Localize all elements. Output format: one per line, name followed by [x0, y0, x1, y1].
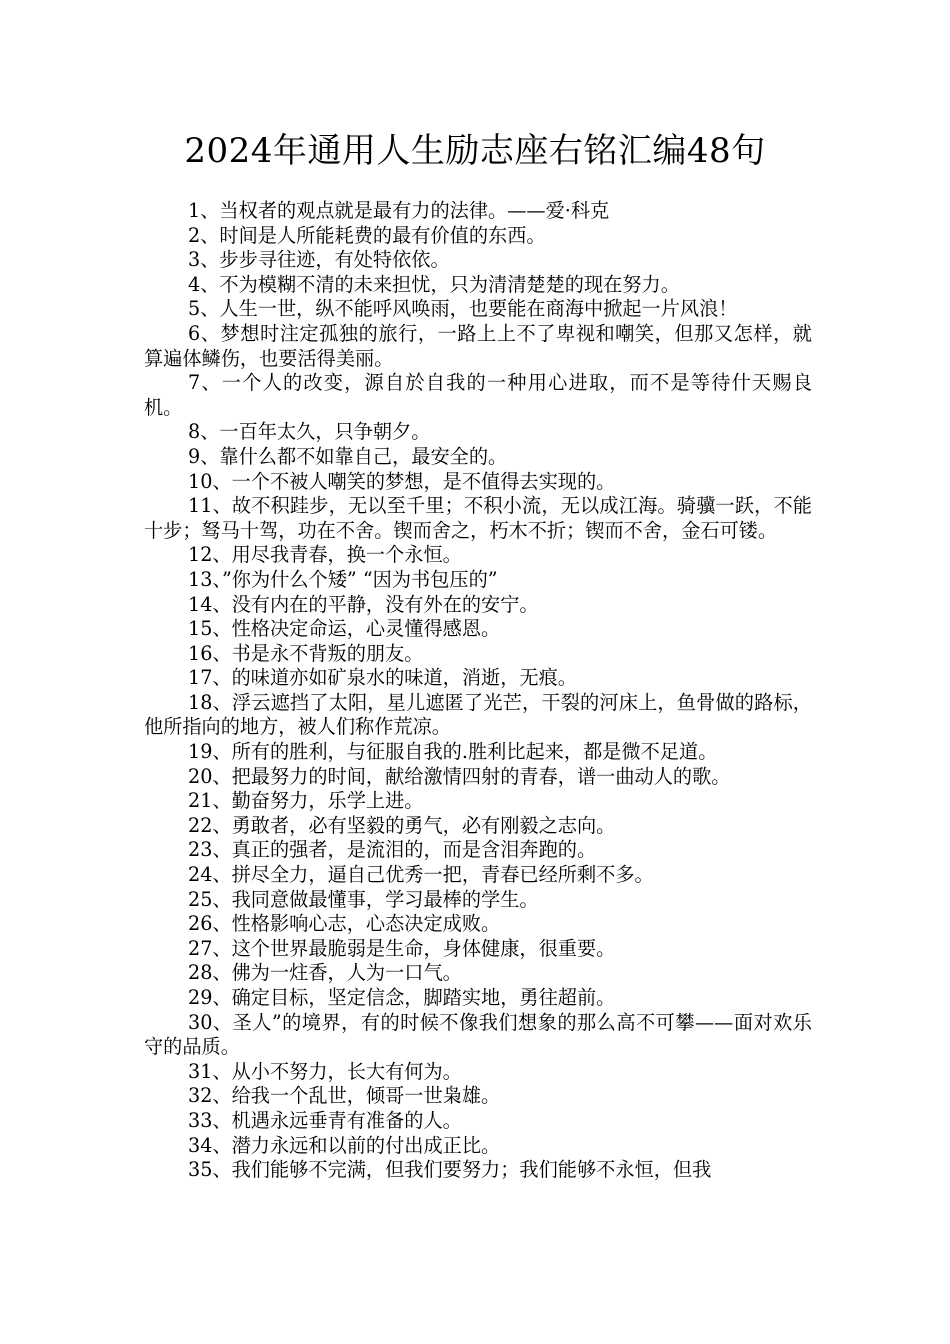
list-item: 27、这个世界最脆弱是生命，身体健康，很重要。 — [188, 936, 616, 960]
list-item: 15、性格决定命运，心灵懂得感恩。 — [188, 617, 501, 641]
list-item: 2、时间是人所能耗费的最有价值的东西。 — [188, 223, 546, 247]
list-item: 17、的味道亦如矿泉水的味道，消逝，无痕。 — [188, 666, 577, 690]
list-item: 25、我同意做最懂事，学习最棒的学生。 — [188, 887, 539, 911]
list-item: 6、梦想时注定孤独的旅行，一路上上不了卑视和嘲笑，但那又怎样，就算遍体鳞伤，也要活得美丽。 — [144, 321, 812, 370]
list-item: 29、确定目标，坚定信念，脚踏实地，勇往超前。 — [188, 986, 616, 1009]
list-item: 5、人生一世，纵不能呼风唤雨，也要能在商海中掀起一片风浪！ — [188, 297, 738, 321]
list-item: 23、真正的强者，是流泪的，而是含泪奔跑的。 — [188, 838, 597, 862]
document-title: 2024年通用人生励志座右铭汇编48句 — [184, 131, 766, 171]
list-item: 4、不为模糊不清的未来担忧，只为清清楚楚的现在努力。 — [188, 272, 680, 296]
list-item: 34、潜力永远和以前的付出成正比。 — [188, 1133, 501, 1157]
list-item: 13、”你为什么个矮” “因为书包压的” — [188, 567, 498, 591]
list-item: 28、佛为一炷香，人为一口气。 — [188, 961, 462, 985]
list-item: 26、性格影响心志，心态决定成败。 — [188, 912, 501, 936]
list-item: 9、靠什么都不如靠自己，最安全的。 — [188, 444, 508, 468]
list-item: 31、从小不努力，长大有何为。 — [188, 1059, 462, 1083]
list-item: 11、故不积跬步，无以至千里；不积小流，无以成江海。骑骥一跃，不能十步；驽马十驾，功在不舍。锲而舍之，朽木不折；锲而不舍，金石可镂。 — [144, 494, 812, 542]
list-item: 10、一个不被人嘲笑的梦想，是不值得去实现的。 — [188, 469, 616, 493]
list-item: 33、机遇永远垂青有准备的人。 — [188, 1108, 462, 1132]
list-item: 3、步步寻往迹，有处特依依。 — [188, 248, 450, 272]
list-item: 16、书是永不背叛的朋友。 — [188, 641, 424, 665]
list-item: 7、一个人的改变，源自於自我的一种用心进取，而不是等待什天赐良机。 — [144, 371, 812, 419]
list-item: 19、所有的胜利，与征服自我的.胜利比起来，都是微不足道。 — [188, 740, 718, 764]
list-item: 20、把最努力的时间，献给激情四射的青春，谱一曲动人的歌。 — [188, 764, 731, 788]
list-item: 1、当权者的观点就是最有力的法律。——爱·科克 — [188, 199, 610, 222]
list-item: 21、勤奋努力，乐学上进。 — [188, 789, 424, 813]
list-item: 32、给我一个乱世，倾哥一世枭雄。 — [188, 1084, 501, 1108]
list-item: 30、圣人”的境界，有的时候不像我们想象的那么高不可攀——面对欢乐守的品质。 — [144, 1010, 812, 1059]
document-body — [144, 199, 812, 1183]
list-item: 35、我们能够不完满，但我们要努力；我们能够不永恒，但我 — [188, 1158, 712, 1182]
list-item: 12、用尽我青春，换一个永恒。 — [188, 543, 462, 567]
list-item: 18、浮云遮挡了太阳，星儿遮匿了光芒，干裂的河床上，鱼骨做的路标，他所指向的地方，被人们称作荒凉。 — [144, 690, 812, 739]
list-item: 24、拼尽全力，逼自己优秀一把，青春已经所剩不多。 — [188, 863, 654, 887]
list-item: 22、勇敢者，必有坚毅的勇气，必有刚毅之志向。 — [188, 813, 616, 837]
list-item: 8、一百年太久，只争朝夕。 — [188, 420, 431, 444]
list-item: 14、没有内在的平静，没有外在的安宁。 — [188, 592, 539, 616]
